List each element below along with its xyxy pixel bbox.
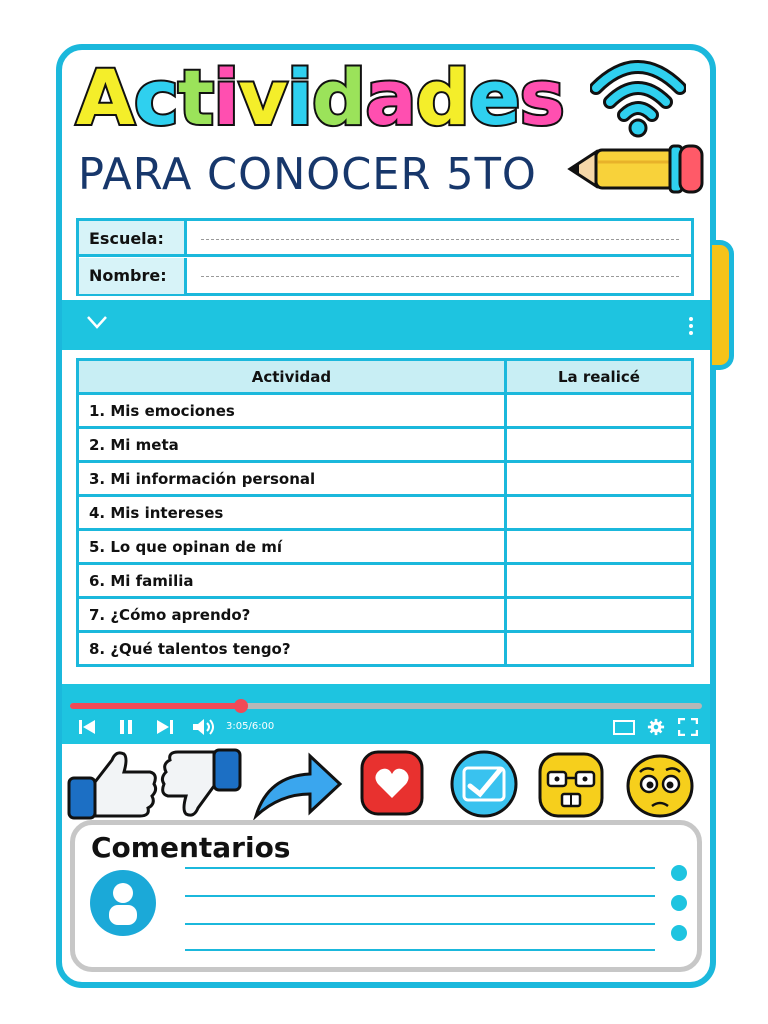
title-letter: e (469, 53, 520, 142)
done-checkbox-cell[interactable] (505, 394, 692, 428)
activities-table (76, 358, 694, 667)
title-letter: d (415, 53, 470, 142)
table-row (78, 564, 693, 598)
table-row (78, 394, 693, 428)
title-letter: c (133, 53, 178, 142)
chevron-down-icon[interactable] (86, 314, 108, 330)
done-checkbox-cell[interactable] (505, 428, 692, 462)
table-row (78, 428, 693, 462)
settings-gear-icon[interactable] (646, 718, 666, 736)
worried-face-icon[interactable] (624, 746, 696, 822)
title-letter: t (177, 53, 214, 142)
heart-icon[interactable] (358, 746, 426, 822)
activity-name: 8. ¿Qué talentos tengo? (78, 632, 506, 666)
name-row (79, 258, 691, 294)
progress-handle[interactable] (234, 699, 248, 713)
page-subtitle: PARA CONOCER 5TO (78, 149, 537, 200)
comments-box (70, 820, 702, 972)
school-row (79, 221, 691, 257)
comment-line[interactable] (185, 923, 655, 925)
comment-dot (671, 895, 687, 911)
pencil-icon (566, 138, 706, 200)
activity-name: 1. Mis emociones (78, 394, 506, 428)
nerd-face-icon[interactable] (536, 746, 606, 822)
theater-mode-icon[interactable] (612, 718, 636, 736)
column-header-activity: Actividad (78, 360, 506, 394)
activity-name: 5. Lo que opinan de mí (78, 530, 506, 564)
title-letter: d (311, 53, 366, 142)
title-letter: s (519, 53, 564, 142)
more-options-icon[interactable] (688, 316, 694, 336)
done-checkbox-cell[interactable] (505, 496, 692, 530)
table-row (78, 496, 693, 530)
name-label: Nombre: (79, 258, 187, 294)
table-header-row (78, 360, 693, 394)
title-letter: A (76, 53, 134, 142)
table-row (78, 462, 693, 496)
comment-dot (671, 865, 687, 881)
column-header-done: La realicé (505, 360, 692, 394)
thumbs-down-icon[interactable] (160, 746, 244, 822)
side-tab (712, 240, 734, 370)
done-checkbox-cell[interactable] (505, 564, 692, 598)
comment-line[interactable] (185, 867, 655, 869)
page-title (76, 50, 564, 146)
done-checkbox-cell[interactable] (505, 462, 692, 496)
done-checkbox-cell[interactable] (505, 598, 692, 632)
activity-name: 2. Mi meta (78, 428, 506, 462)
comment-line[interactable] (185, 949, 655, 951)
done-checkbox-cell[interactable] (505, 632, 692, 666)
activity-name: 4. Mis intereses (78, 496, 506, 530)
comment-line[interactable] (185, 895, 655, 897)
progress-played (70, 703, 241, 709)
table-row (78, 598, 693, 632)
activity-name: 7. ¿Cómo aprendo? (78, 598, 506, 632)
video-top-bar (62, 300, 710, 350)
video-player-controls (62, 684, 710, 744)
fullscreen-icon[interactable] (678, 718, 698, 736)
table-row (78, 632, 693, 666)
student-info-table (76, 218, 694, 296)
title-letter: a (365, 53, 416, 142)
user-avatar-icon (89, 869, 157, 937)
volume-icon[interactable] (192, 718, 216, 736)
activity-name: 6. Mi familia (78, 564, 506, 598)
table-row (78, 530, 693, 564)
share-arrow-icon[interactable] (252, 746, 344, 822)
thumbs-up-icon[interactable] (66, 746, 160, 822)
wifi-icon (590, 54, 686, 138)
title-letter: i (213, 53, 239, 142)
done-checkbox-cell[interactable] (505, 530, 692, 564)
comment-dot (671, 925, 687, 941)
check-icon[interactable] (446, 746, 522, 822)
title-letter: i (286, 53, 312, 142)
pause-icon[interactable] (118, 718, 134, 736)
skip-back-icon[interactable] (78, 718, 96, 736)
comments-title: Comentarios (91, 831, 291, 864)
school-field[interactable] (201, 239, 679, 240)
time-display: 3:05/6:00 (226, 721, 275, 732)
name-field[interactable] (201, 276, 679, 277)
school-label: Escuela: (79, 221, 187, 254)
skip-forward-icon[interactable] (156, 718, 174, 736)
activity-name: 3. Mi información personal (78, 462, 506, 496)
title-letter: v (238, 53, 287, 142)
